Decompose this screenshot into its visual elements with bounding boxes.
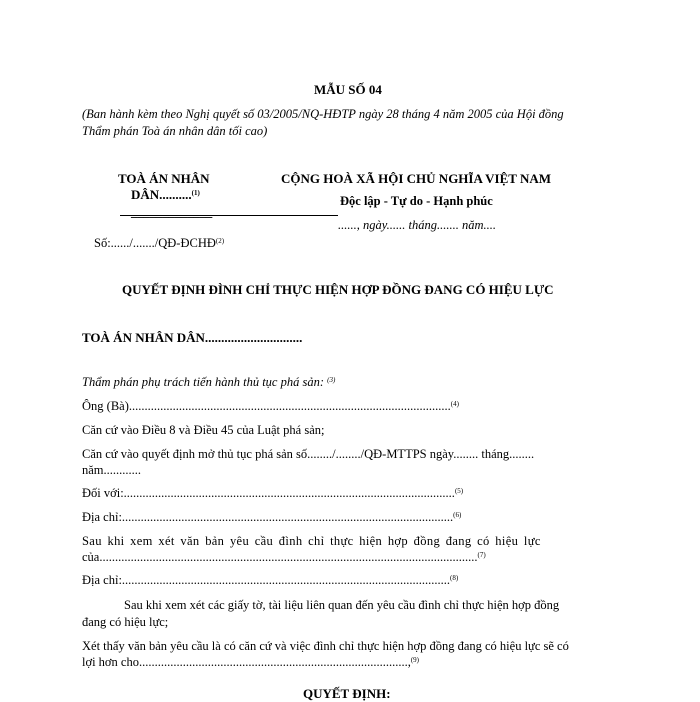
footnote-9: (9) <box>410 656 420 664</box>
footnote-1: (1) <box>191 189 200 197</box>
court-header-dots: DÂN.......... <box>131 187 192 202</box>
document-title: QUYẾT ĐỊNH ĐÌNH CHỈ THỰC HIỆN HỢP ĐỒNG ĐANG CÓ HIỆU LỰC <box>122 282 554 297</box>
sau-khi-xem-xet <box>82 534 616 565</box>
footnote-2: (2) <box>215 237 225 245</box>
national-title: CỘNG HOÀ XÃ HỘI CHỦ NGHĨA VIỆT NAM <box>281 171 552 186</box>
national-motto: Độc lập - Tự do - Hạnh phúc <box>340 194 493 208</box>
dia-chi-1-text: Địa chỉ:.......................................................................................................... <box>82 510 454 524</box>
xet-thay-line2 <box>82 655 616 670</box>
sau-khi-line1: Sau khi xem xét văn bản yêu cầu đình chỉ thực hiện hợp đồng đang có hiệu lực <box>82 534 541 548</box>
dia-chi-2-text: Địa chỉ:......................................................................................................... <box>82 573 451 587</box>
footnote-5: (5) <box>454 487 464 495</box>
can-cu-decision <box>82 447 616 478</box>
decision-number <box>94 236 224 251</box>
footnote-4: (4) <box>450 400 459 408</box>
date-line: ......, ngày...... tháng....... năm.... <box>338 218 496 232</box>
giay-to-line1: Sau khi xem xét các giấy tờ, tài liệu liên quan đến yêu cầu đình chỉ thực hiện hợp đồng <box>124 598 560 612</box>
judge-label <box>82 375 335 390</box>
xet-thay-line1: Xét thấy văn bản yêu cầu là có căn cứ và việc đình chỉ thực hiện hợp đồng đang có hiệu lực sẽ có <box>82 639 569 653</box>
form-number: MẪU SỐ 04 <box>314 82 382 97</box>
sau-khi-line2-text: của......................................................................................................................... <box>82 550 478 564</box>
xet-thay <box>82 639 616 670</box>
dia-chi-line-2 <box>82 573 458 588</box>
ong-ba-line <box>82 399 459 414</box>
decision-number-text: Số:....../......./QĐ-ĐCHĐ <box>94 236 216 250</box>
doi-voi-text: Đối với:.......................................................................................................... <box>82 486 455 500</box>
can-cu-law: Căn cứ vào Điều 8 và Điều 45 của Luật phá sản; <box>82 423 325 437</box>
header-divider-line <box>120 215 338 216</box>
footnote-6: (6) <box>453 511 462 519</box>
judge-label-text: Thẩm phán phụ trách tiến hành thủ tục phá sản: <box>82 375 325 389</box>
court-name: TOÀ ÁN NHÂN DÂN.............................. <box>82 330 303 345</box>
court-header-line1: TOÀ ÁN NHÂN <box>118 171 210 186</box>
issued-note-line2: Thẩm phán Toà án nhân dân tối cao) <box>82 124 268 138</box>
can-cu-decision-line2: năm............ <box>82 463 142 477</box>
sau-khi-giay-to <box>82 598 616 630</box>
xet-thay-line2-text: lợi hơn cho......................................................................................, <box>82 655 411 669</box>
issued-note-line1: (Ban hành kèm theo Nghị quyết số 03/2005/NQ-HĐTP ngày 28 tháng 4 năm 2005 của Hội đồng <box>82 107 564 121</box>
court-header-line2 <box>131 187 200 203</box>
footnote-3: (3) <box>327 376 336 384</box>
doi-voi-line <box>82 486 463 501</box>
can-cu-decision-line1: Căn cứ vào quyết định mở thủ tục phá sản số......../......../QĐ-MTTPS ngày........ tháng........ <box>82 447 535 461</box>
sau-khi-line2 <box>82 550 616 565</box>
dia-chi-line-1 <box>82 510 461 525</box>
giay-to-line2: đang có hiệu lực; <box>82 615 169 629</box>
footnote-7: (7) <box>477 551 486 559</box>
ong-ba-text: Ông (Bà)....................................................................................................... <box>82 399 451 413</box>
footnote-8: (8) <box>450 574 459 582</box>
decision-heading: QUYẾT ĐỊNH: <box>303 686 391 701</box>
court-header-dashes: _____________ <box>131 205 213 219</box>
